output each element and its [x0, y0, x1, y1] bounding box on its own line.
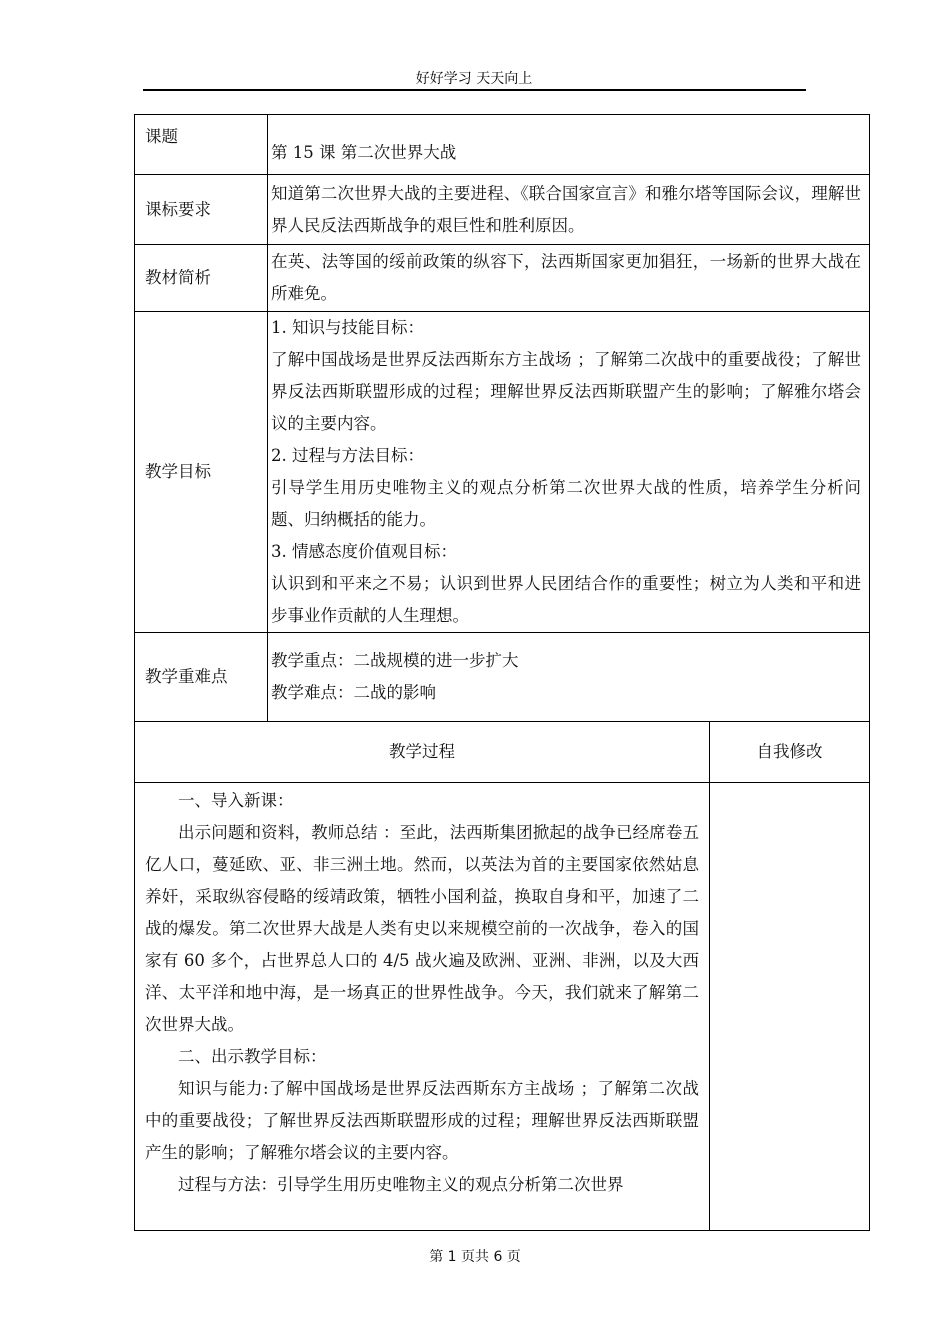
objective-heading: 2. 过程与方法目标： [271, 446, 424, 465]
lesson-plan-table [134, 114, 870, 1231]
row-title [135, 115, 870, 175]
key-points-content [268, 633, 870, 722]
header-rule [143, 89, 806, 91]
objectives-content [268, 312, 870, 633]
analysis-value: 在英、法等国的绥前政策的纵容下，法西斯国家更加猖狂，一场新的世界大战在所难免。 [268, 245, 870, 312]
row-analysis [135, 245, 870, 312]
title-value: 第 15 课 第二次世界大战 [268, 115, 870, 175]
analysis-label: 教材简析 [135, 245, 268, 312]
key-point-focus: 教学重点：二战规模的进一步扩大 [271, 651, 519, 670]
self-revision-cell [710, 783, 870, 1231]
title-label: 课题 [135, 115, 268, 175]
process-paragraph: 出示问题和资料，教师总结 ：至此，法西斯集团掀起的战争已经席卷五亿人口，蔓延欧、亚、非三洲土地。然而，以英法为首的主要国家依然姑息养奸，采取纵容侵略的绥靖政策，牺牲小国利益，换取自身和平，加速了二战的爆发。第二次世界大战是人类有史以来规模空前的一次战争，卷入的国家有 60 多个，占世界总人口的 4/5 战火遍及欧洲、亚洲、非洲，以及大西洋、太平洋和地中海，是一场真正的世界性战争。今天，我们就来了解第二次世界大战。 [145, 823, 699, 1034]
row-process-header [135, 722, 870, 783]
page-footer: 第 1 页共 6 页 [429, 1249, 521, 1265]
row-objectives [135, 312, 870, 633]
page-header: 好好学习 天天向上 [415, 71, 533, 87]
row-process-body [135, 783, 870, 1231]
requirements-value: 知道第二次世界大战的主要进程、《联合国家宣言》和雅尔塔等国际会议，理解世界人民反法西斯战争的艰巨性和胜利原因。 [268, 175, 870, 245]
objectives-label: 教学目标 [135, 312, 268, 633]
process-paragraph: 过程与方法：引导学生用历史唯物主义的观点分析第二次世界 [178, 1175, 624, 1194]
objective-heading: 1. 知识与技能目标： [271, 318, 424, 337]
self-revision-header: 自我修改 [710, 722, 870, 783]
key-point-difficulty: 教学难点：二战的影响 [271, 683, 436, 702]
requirements-label: 课标要求 [135, 175, 268, 245]
process-paragraph: 二、出示教学目标： [178, 1047, 327, 1066]
objective-heading: 3. 情感态度价值观目标： [271, 542, 457, 561]
objective-text: 引导学生用历史唯物主义的观点分析第二次世界大战的性质，培养学生分析问题、归纳概括的能力。 [271, 478, 862, 529]
process-paragraph: 一、导入新课： [178, 791, 294, 810]
objective-text: 了解中国战场是世界反法西斯东方主战场 ；了解第二次战中的重要战役；了解世界反法西斯联盟形成的过程；理解世界反法西斯联盟产生的影响；了解雅尔塔会议的主要内容。 [271, 350, 862, 433]
process-header: 教学过程 [135, 722, 710, 783]
process-content [135, 783, 710, 1231]
process-paragraph: 知识与能力:了解中国战场是世界反法西斯东方主战场 ；了解第二次战中的重要战役；了解世界反法西斯联盟形成的过程；理解世界反法西斯联盟产生的影响；了解雅尔塔会议的主要内容。 [145, 1079, 699, 1162]
objective-text: 认识到和平来之不易；认识到世界人民团结合作的重要性；树立为人类和平和进步事业作贡献的人生理想。 [271, 574, 862, 625]
row-requirements [135, 175, 870, 245]
row-key-points [135, 633, 870, 722]
key-points-label: 教学重难点 [135, 633, 268, 722]
